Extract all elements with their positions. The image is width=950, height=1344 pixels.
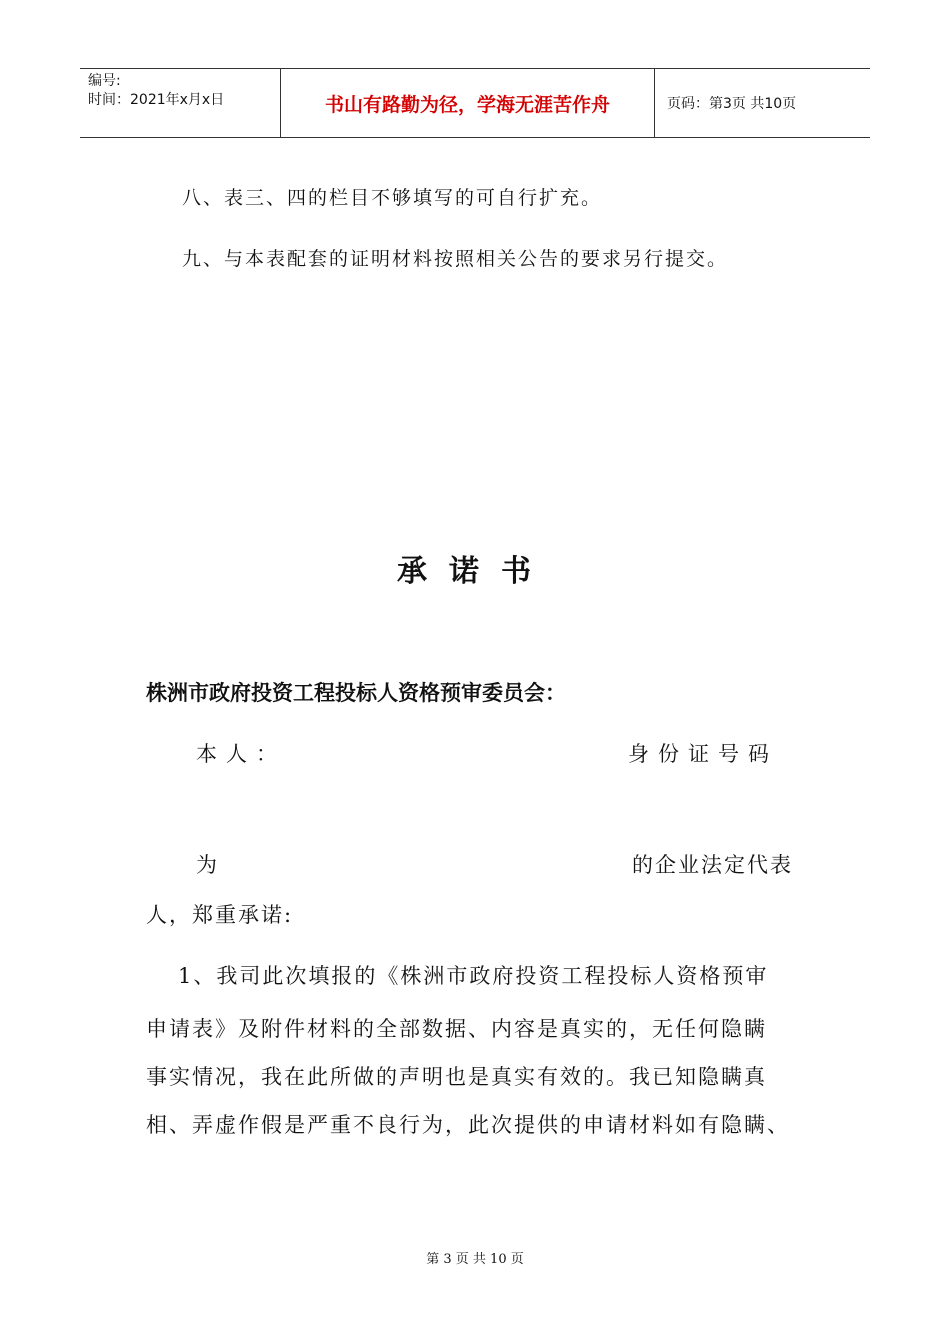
pledge-item-line: 申请表》及附件材料的全部数据、内容是真实的，无任何隐瞒 xyxy=(146,1017,767,1041)
page-header xyxy=(80,68,870,138)
header-meta-cell xyxy=(80,69,281,137)
header-motto: 书山有路勤为径，学海无涯苦作舟 xyxy=(281,69,655,137)
pledge-title: 承诺书 xyxy=(397,554,553,589)
id-number-label: 身份证号码 xyxy=(628,742,778,766)
pledge-intro: 人，郑重承诺: xyxy=(146,903,294,927)
self-label: 本人： xyxy=(196,742,286,766)
note-eight: 八、表三、四的栏目不够填写的可自行扩充。 xyxy=(182,187,603,209)
pledge-addressee: 株洲市政府投资工程投标人资格预审委员会： xyxy=(146,681,566,705)
legal-rep-label: 的企业法定代表 xyxy=(632,853,793,877)
header-page-info: 页码：第3页 共10页 xyxy=(667,96,797,112)
for-label: 为 xyxy=(196,853,219,877)
document-number: 编号: xyxy=(88,73,121,89)
pledge-item-line: 1、我司此次填报的《株洲市政府投资工程投标人资格预审 xyxy=(178,964,769,988)
page-footer: 第 3 页 共 10 页 xyxy=(426,1252,524,1267)
pledge-item-line: 事实情况，我在此所做的声明也是真实有效的。我已知隐瞒真 xyxy=(146,1065,767,1089)
note-nine: 九、与本表配套的证明材料按照相关公告的要求另行提交。 xyxy=(182,248,729,270)
pledge-item-line: 相、弄虚作假是严重不良行为，此次提供的申请材料如有隐瞒、 xyxy=(146,1113,790,1137)
document-time: 时间：2021年x月x日 xyxy=(88,92,225,108)
